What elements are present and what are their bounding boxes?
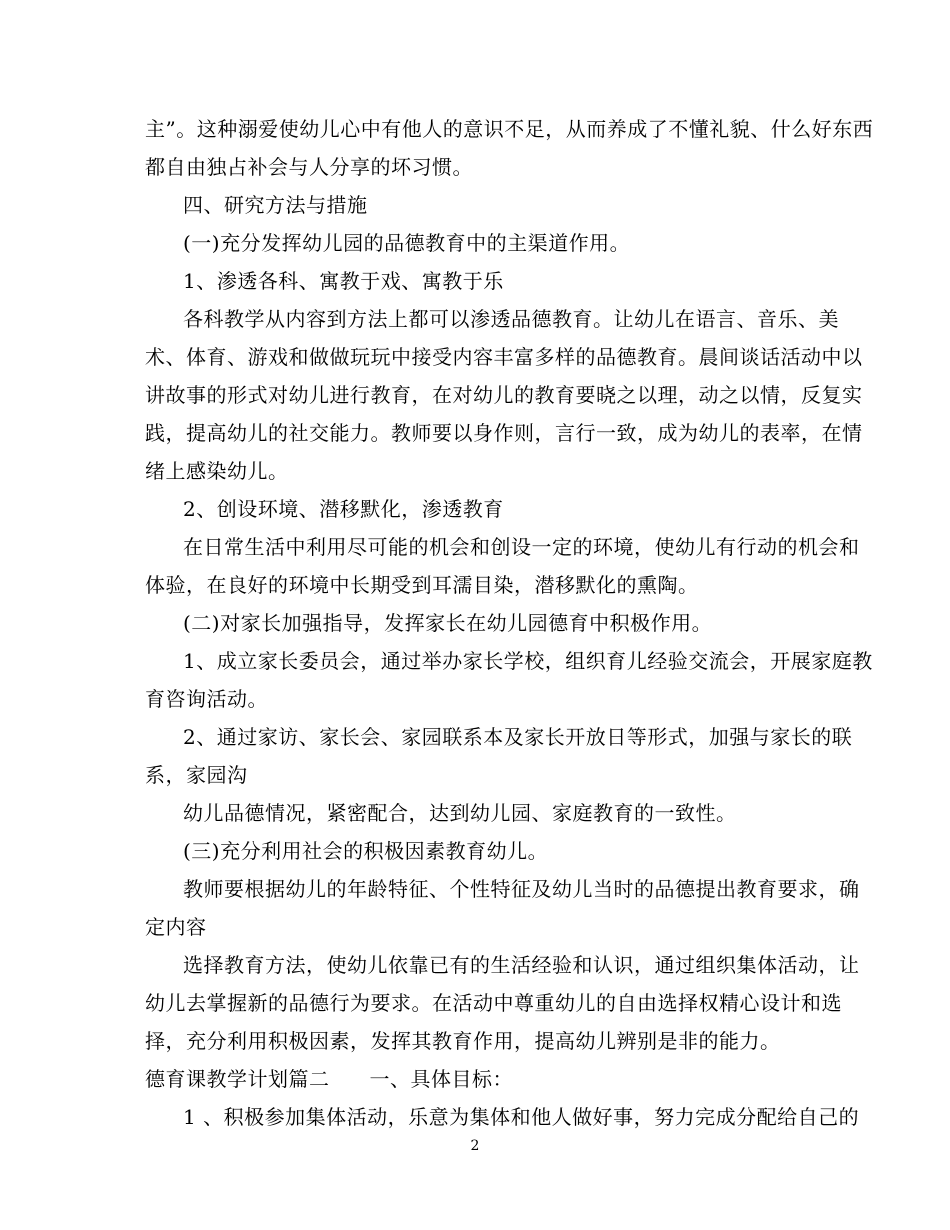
text-line: 各科教学从内容到方法上都可以渗透品德教育。让幼儿在语言、音乐、美 (183, 307, 839, 331)
text-line: 系，家园沟 (145, 763, 248, 787)
item-heading: 2、创设环境、潜移默化，渗透教育 (183, 497, 504, 521)
title-line (145, 1067, 825, 1091)
text-line: 绪上感染幼儿。 (145, 459, 289, 483)
text-line: 都自由独占补会与人分享的坏习惯。 (145, 155, 473, 179)
text-line: 1、成立家长委员会，通过举办家长学校，组织育儿经验交流会，开展家庭教 (183, 649, 873, 673)
text-line: 选择教育方法，使幼儿依靠已有的生活经验和认识，通过组织集体活动，让 (183, 953, 860, 977)
text-line: 择，充分利用积极因素，发挥其教育作用，提高幼儿辨别是非的能力。 (145, 1029, 781, 1053)
text-line: 育咨询活动。 (145, 687, 268, 711)
item-heading: 1、渗透各科、寓教于戏、寓教于乐 (183, 269, 504, 293)
text-line: 幼儿去掌握新的品德行为要求。在活动中尊重幼儿的自由选择权精心设计和选 (145, 991, 842, 1015)
text-line: 讲故事的形式对幼儿进行教育，在对幼儿的教育要晓之以理，动之以情，反复实 (145, 383, 863, 407)
page-number: 2 (470, 1138, 480, 1154)
section-heading: 一、具体目标： (369, 1067, 513, 1091)
text-line: 主”。这种溺爱使幼儿心中有他人的意识不足，从而养成了不懂礼貌、什么好东西 (145, 117, 874, 141)
text-line: 体验，在良好的环境中长期受到耳濡目染，潜移默化的熏陶。 (145, 573, 699, 597)
section-heading: 四、研究方法与措施 (183, 193, 368, 217)
subsection-heading: (三)充分利用社会的积极因素教育幼儿。 (183, 839, 549, 863)
text-line: 1 、积极参加集体活动，乐意为集体和他人做好事，努力完成分配给自己的 (183, 1105, 860, 1129)
text-line: 定内容 (145, 915, 207, 939)
text-line: 教师要根据幼儿的年龄特征、个性特征及幼儿当时的品德提出教育要求，确 (183, 877, 860, 901)
subsection-heading: (二)对家长加强指导，发挥家长在幼儿园德育中积极作用。 (183, 611, 713, 635)
text-line: 幼儿品德情况，紧密配合，达到幼儿园、家庭教育的一致性。 (183, 801, 737, 825)
text-line: 术、体育、游戏和做做玩玩中接受内容丰富多样的品德教育。晨间谈话活动中以 (145, 345, 863, 369)
text-line: 践，提高幼儿的社交能力。教师要以身作则，言行一致，成为幼儿的表率，在情 (145, 421, 863, 445)
subsection-heading: (一)充分发挥幼儿园的品德教育中的主渠道作用。 (183, 231, 631, 255)
text-line: 在日常生活中利用尽可能的机会和创设一定的环境，使幼儿有行动的机会和 (183, 535, 860, 559)
document-title: 德育课教学计划篇二 (145, 1067, 330, 1091)
text-line: 2、通过家访、家长会、家园联系本及家长开放日等形式，加强与家长的联 (183, 725, 853, 749)
